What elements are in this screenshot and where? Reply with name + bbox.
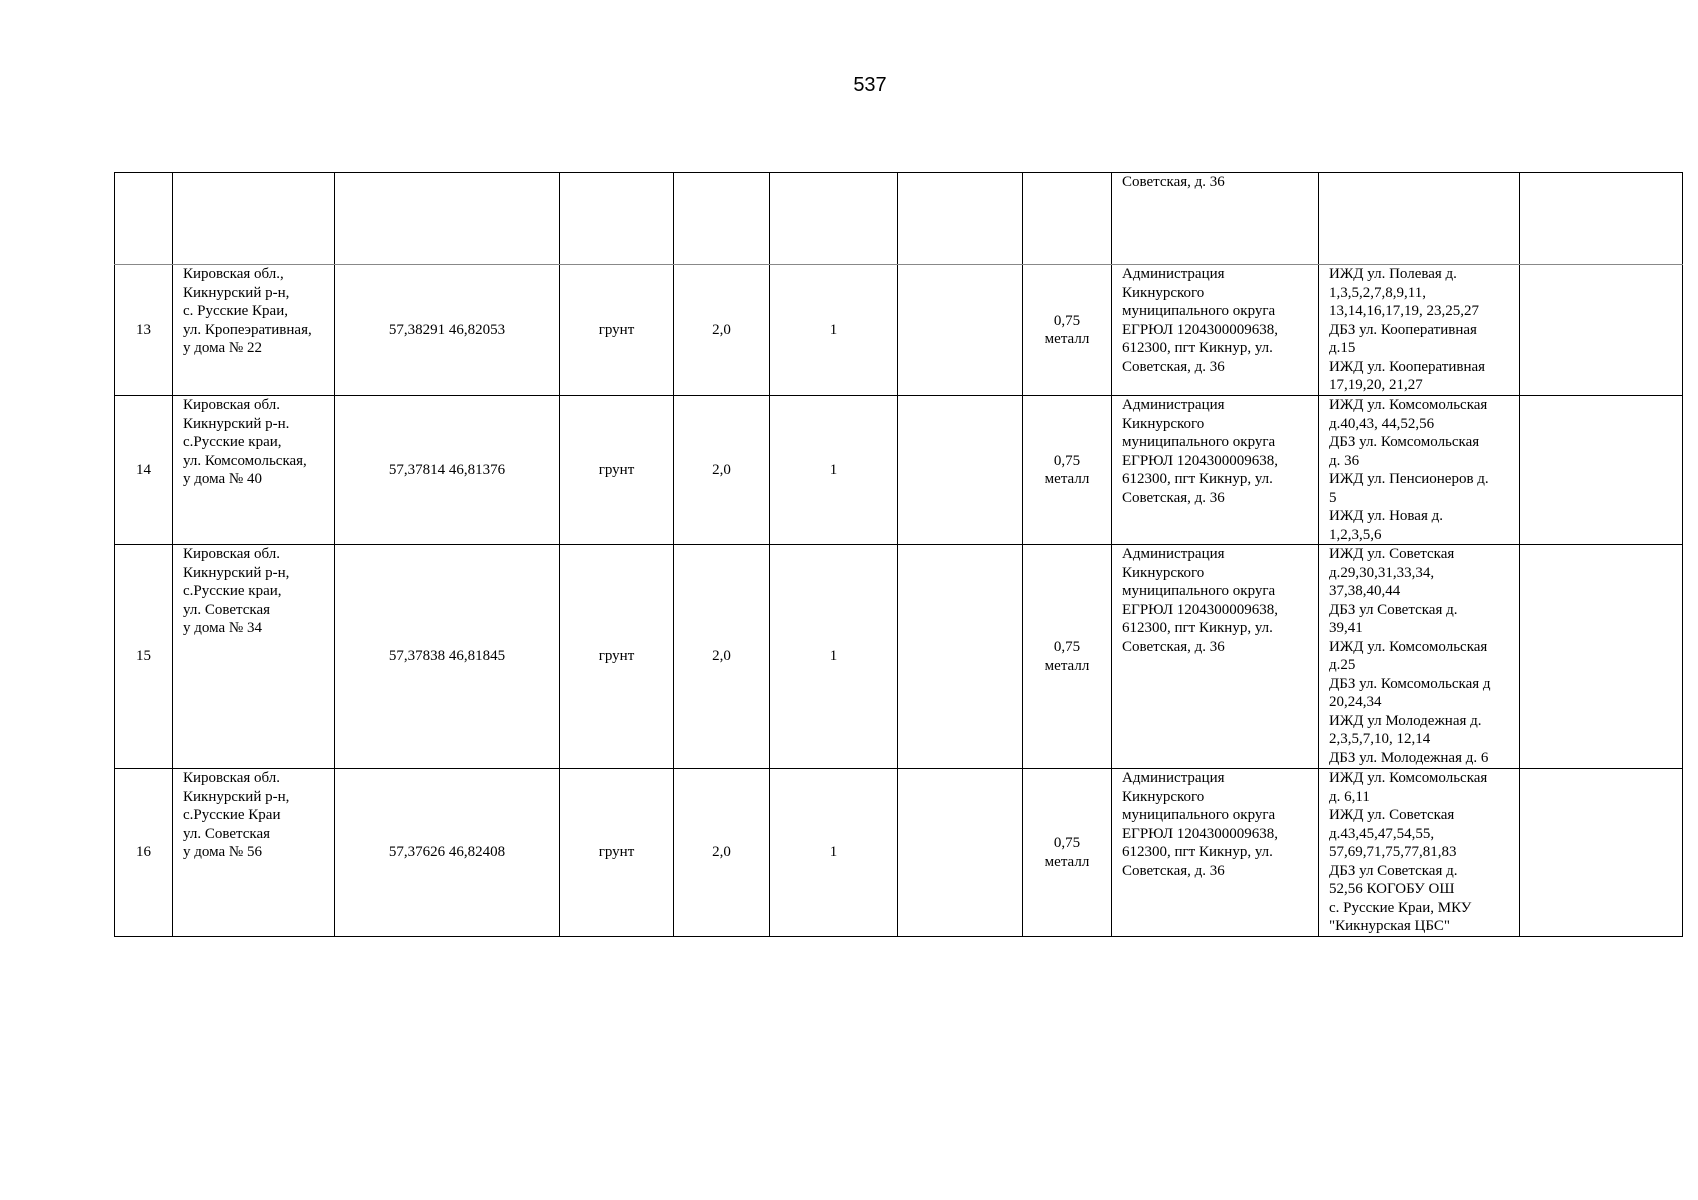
cell-owner: Администрация Кикнурского муниципального округа ЕГРЮЛ 1204300009638, 612300, пгт Кикнур, ул. Советская, д. 36 — [1112, 265, 1319, 396]
table-row — [115, 769, 1683, 937]
cell-area: 2,0 — [674, 396, 770, 545]
page-number: 537 — [853, 74, 887, 96]
table-row — [115, 265, 1683, 396]
table-row — [115, 545, 1683, 769]
cell-address — [173, 173, 335, 265]
cell-volume — [1023, 173, 1112, 265]
cell-count: 1 — [770, 545, 898, 769]
cell-count: 1 — [770, 769, 898, 937]
cell-sources: ИЖД ул. Советская д.29,30,31,33,34, 37,38,40,44 ДБЗ ул Советская д. 39,41 ИЖД ул. Комсомольская д.25 ДБЗ ул. Комсомольская д 20,24,34 ИЖД ул Молодежная д. 2,3,5,7,10, 12,14 ДБЗ ул. Молодежная д. 6 — [1319, 545, 1520, 769]
cell-sources: ИЖД ул. Комсомольская д.40,43, 44,52,56 ДБЗ ул. Комсомольская д. 36 ИЖД ул. Пенсионеров д. 5 ИЖД ул. Новая д. 1,2,3,5,6 — [1319, 396, 1520, 545]
cell-coords — [335, 173, 560, 265]
cell-count — [770, 173, 898, 265]
registry-table — [114, 172, 1683, 937]
cell-note — [1520, 396, 1683, 545]
cell-count: 1 — [770, 265, 898, 396]
cell-area: 2,0 — [674, 769, 770, 937]
cell-empty — [898, 769, 1023, 937]
cell-coords: 57,37838 46,81845 — [335, 545, 560, 769]
cell-surface: грунт — [560, 545, 674, 769]
cell-surface: грунт — [560, 265, 674, 396]
cell-address: Кировская обл. Кикнурский р-н. с.Русские краи, ул. Комсомольская, у дома № 40 — [173, 396, 335, 545]
cell-owner: Администрация Кикнурского муниципального округа ЕГРЮЛ 1204300009638, 612300, пгт Кикнур, ул. Советская, д. 36 — [1112, 769, 1319, 937]
cell-area: 2,0 — [674, 265, 770, 396]
cell-surface: грунт — [560, 396, 674, 545]
cell-coords: 57,38291 46,82053 — [335, 265, 560, 396]
cell-sources — [1319, 173, 1520, 265]
cell-num: 16 — [115, 769, 173, 937]
cell-volume: 0,75 металл — [1023, 545, 1112, 769]
cell-num: 15 — [115, 545, 173, 769]
cell-coords: 57,37814 46,81376 — [335, 396, 560, 545]
cell-owner: Администрация Кикнурского муниципального округа ЕГРЮЛ 1204300009638, 612300, пгт Кикнур, ул. Советская, д. 36 — [1112, 396, 1319, 545]
cell-address: Кировская обл. Кикнурский р-н, с.Русские Краи ул. Советская у дома № 56 — [173, 769, 335, 937]
cell-note — [1520, 173, 1683, 265]
cell-surface — [560, 173, 674, 265]
cell-coords: 57,37626 46,82408 — [335, 769, 560, 937]
cell-num: 14 — [115, 396, 173, 545]
cell-sources: ИЖД ул. Комсомольская д. 6,11 ИЖД ул. Советская д.43,45,47,54,55, 57,69,71,75,77,81,83 ДБЗ ул Советская д. 52,56 КОГОБУ ОШ с. Русские Краи, МКУ "Кикнурская ЦБС" — [1319, 769, 1520, 937]
cell-empty — [898, 265, 1023, 396]
cell-sources: ИЖД ул. Полевая д. 1,3,5,2,7,8,9,11, 13,14,16,17,19, 23,25,27 ДБЗ ул. Кооперативная д.15 ИЖД ул. Кооперативная 17,19,20, 21,27 — [1319, 265, 1520, 396]
cell-owner: Администрация Кикнурского муниципального округа ЕГРЮЛ 1204300009638, 612300, пгт Кикнур, ул. Советская, д. 36 — [1112, 545, 1319, 769]
cell-address: Кировская обл., Кикнурский р-н, с. Русские Краи, ул. Кропеэративная, у дома № 22 — [173, 265, 335, 396]
cell-empty — [898, 173, 1023, 265]
cell-volume: 0,75 металл — [1023, 396, 1112, 545]
cell-num: 13 — [115, 265, 173, 396]
cell-note — [1520, 545, 1683, 769]
cell-surface: грунт — [560, 769, 674, 937]
cell-note — [1520, 769, 1683, 937]
cell-area — [674, 173, 770, 265]
cell-empty — [898, 545, 1023, 769]
cell-num — [115, 173, 173, 265]
cell-count: 1 — [770, 396, 898, 545]
cell-owner: Советская, д. 36 — [1112, 173, 1319, 265]
cell-empty — [898, 396, 1023, 545]
cell-volume: 0,75 металл — [1023, 769, 1112, 937]
cell-note — [1520, 265, 1683, 396]
cell-area: 2,0 — [674, 545, 770, 769]
table-row — [115, 396, 1683, 545]
table-row-continued — [115, 173, 1683, 265]
cell-volume: 0,75 металл — [1023, 265, 1112, 396]
cell-address: Кировская обл. Кикнурский р-н, с.Русские краи, ул. Советская у дома № 34 — [173, 545, 335, 769]
